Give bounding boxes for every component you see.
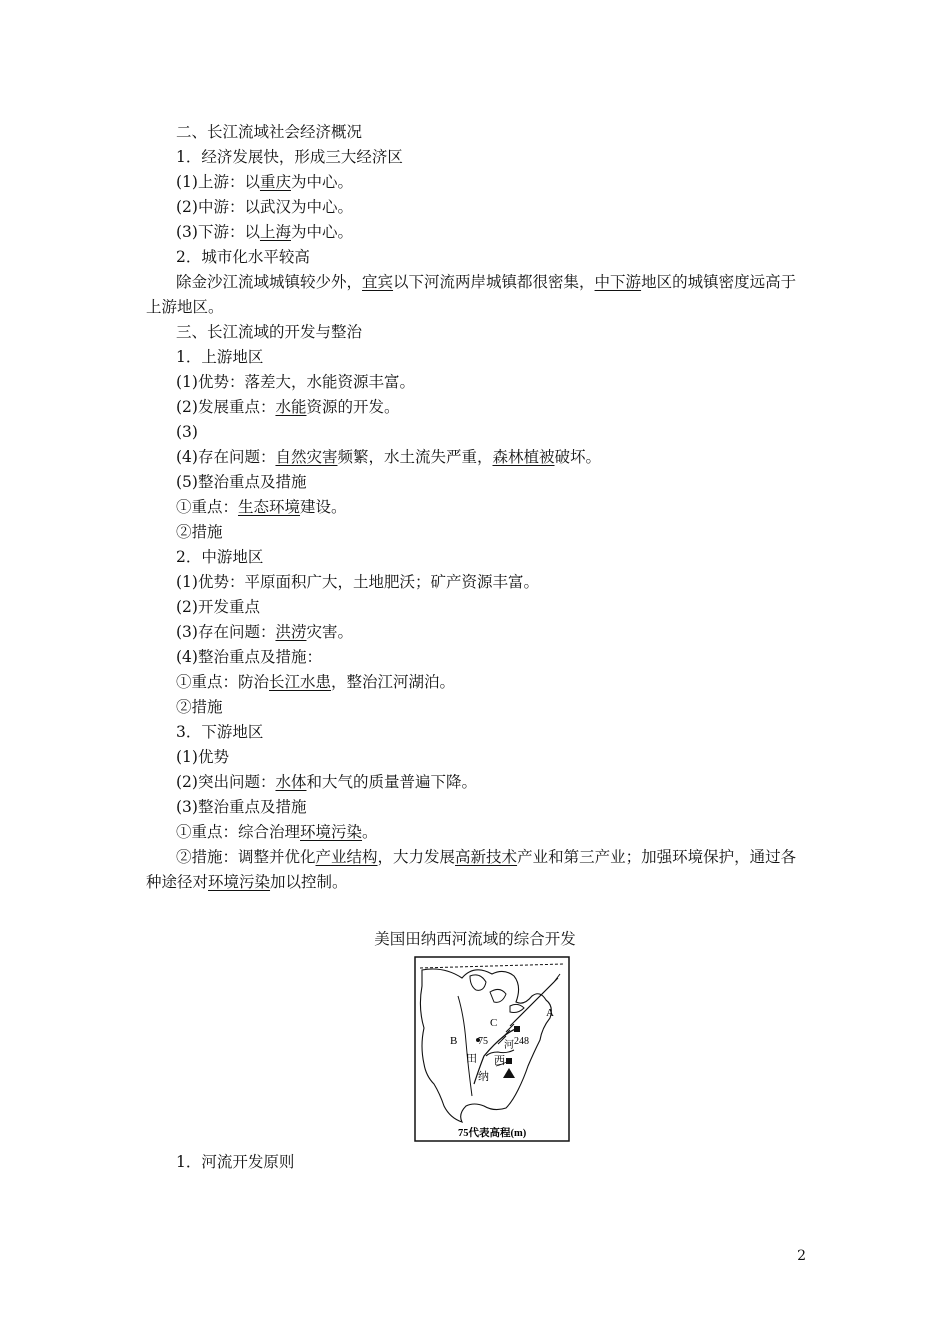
text-segment: (2)开发重点 bbox=[176, 598, 260, 616]
dam-marker bbox=[506, 1058, 512, 1064]
label-c: C bbox=[490, 1017, 498, 1029]
underlined-term: 上海 bbox=[259, 223, 291, 241]
text-line bbox=[176, 120, 362, 145]
text-segment: 产业和第三产业；加强环境保护，通过各种途径对 bbox=[146, 848, 797, 891]
text-segment: 地区的城镇密度远高于上游地区。 bbox=[146, 273, 797, 316]
underlined-term: 水能 bbox=[275, 398, 307, 416]
text-segment: 2．中游地区 bbox=[176, 548, 264, 566]
text-line bbox=[176, 145, 403, 170]
text-line bbox=[176, 470, 306, 495]
text-line bbox=[176, 520, 223, 545]
text-segment: 2．城市化水平较高 bbox=[176, 248, 310, 266]
text-segment: (2)中游：以武汉为中心。 bbox=[176, 198, 353, 216]
text-line bbox=[176, 420, 198, 445]
text-segment: (5)整治重点及措施 bbox=[176, 473, 307, 491]
text-segment: 二、长江流域社会经济概况 bbox=[176, 123, 363, 141]
river-label-na: 纳 bbox=[478, 1071, 489, 1083]
text-segment: 3．下游地区 bbox=[176, 723, 264, 741]
text-line bbox=[176, 595, 260, 620]
text-segment: (1)优势 bbox=[176, 748, 229, 766]
text-segment: 灾害。 bbox=[306, 623, 353, 641]
river-label-he: 河 bbox=[504, 1040, 514, 1051]
underlined-term: 生态环境 bbox=[238, 498, 301, 516]
underlined-term: 中下游 bbox=[594, 273, 642, 291]
text-segment: ①重点：综合治理 bbox=[176, 823, 301, 841]
text-segment: (4)整治重点及措施： bbox=[176, 648, 322, 666]
text-segment: 为中心。 bbox=[290, 223, 353, 241]
text-line bbox=[176, 545, 263, 570]
map-legend: 75代表高程(m) bbox=[458, 1128, 527, 1139]
underlined-term: 自然灾害 bbox=[275, 448, 338, 466]
text-segment: 1．经济发展快，形成三大经济区 bbox=[176, 148, 403, 166]
text-segment: 频繁，水土流失严重， bbox=[337, 448, 493, 466]
text-segment: (1)优势：落差大，水能资源丰富。 bbox=[176, 373, 415, 391]
text-line bbox=[176, 820, 378, 845]
text-line bbox=[176, 720, 263, 745]
text-segment: ，整治江河湖泊。 bbox=[331, 673, 456, 691]
underlined-term: 水体 bbox=[275, 773, 307, 791]
text-segment: 加以控制。 bbox=[270, 873, 348, 891]
river-label-tian: 田 bbox=[466, 1053, 477, 1065]
text-segment: (1)上游：以 bbox=[176, 173, 260, 191]
underlined-term: 森林植被 bbox=[492, 448, 555, 466]
underlined-term: 产业结构 bbox=[315, 848, 378, 866]
text-segment: 建设。 bbox=[300, 498, 347, 516]
text-line bbox=[176, 320, 362, 345]
text-segment: (2)突出问题： bbox=[176, 773, 276, 791]
text-line bbox=[176, 245, 310, 270]
underlined-term: 环境污染 bbox=[300, 823, 363, 841]
text-segment: 除金沙江流域城镇较少外， bbox=[176, 273, 363, 291]
text-line bbox=[176, 195, 353, 220]
text-line bbox=[176, 495, 347, 520]
text-line bbox=[176, 645, 322, 670]
text-segment: (4)存在问题： bbox=[176, 448, 276, 466]
underlined-term: 环境污染 bbox=[208, 873, 271, 891]
label-a: A bbox=[546, 1007, 554, 1019]
text-line bbox=[176, 445, 601, 470]
paragraph bbox=[146, 845, 806, 895]
text-segment: 1．上游地区 bbox=[176, 348, 264, 366]
text-segment: 以下河流两岸城镇都很密集， bbox=[393, 273, 595, 291]
underlined-term: 宜宾 bbox=[362, 273, 394, 291]
text-segment: 为中心。 bbox=[290, 173, 353, 191]
text-segment: (3)下游：以 bbox=[176, 223, 260, 241]
text-segment: 三、长江流域的开发与整治 bbox=[176, 323, 363, 341]
page-number: 2 bbox=[797, 1248, 806, 1264]
text-segment: ②措施：调整并优化 bbox=[176, 848, 316, 866]
text-segment: ①重点： bbox=[176, 498, 239, 516]
figure-caption: 美国田纳西河流域的综合开发 bbox=[374, 930, 576, 948]
text-segment: (1)优势：平原面积广大，土地肥沃；矿产资源丰富。 bbox=[176, 573, 539, 591]
elevation-75: 75 bbox=[478, 1036, 488, 1047]
text-segment: ②措施 bbox=[176, 523, 223, 541]
label-b: B bbox=[450, 1035, 458, 1047]
text-line bbox=[176, 370, 415, 395]
text-line bbox=[176, 695, 223, 720]
paragraph bbox=[146, 270, 806, 320]
text-segment: (3)整治重点及措施 bbox=[176, 798, 307, 816]
elevation-248: 248 bbox=[514, 1036, 529, 1047]
underlined-term: 洪涝 bbox=[275, 623, 307, 641]
text-segment: (3)存在问题： bbox=[176, 623, 276, 641]
text-segment: ①重点：防治 bbox=[176, 673, 270, 691]
text-segment: (3) bbox=[176, 423, 198, 441]
text-segment: 破坏。 bbox=[554, 448, 602, 466]
text-line bbox=[176, 670, 455, 695]
underlined-term: 重庆 bbox=[259, 173, 291, 191]
text-line bbox=[176, 345, 263, 370]
text-line bbox=[176, 770, 477, 795]
text-line bbox=[176, 570, 539, 595]
text-segment: (2)发展重点： bbox=[176, 398, 276, 416]
text-segment: ，大力发展 bbox=[377, 848, 456, 866]
section-heading-principles: 1．河流开发原则 bbox=[176, 1153, 295, 1171]
tennessee-river-basin-map bbox=[414, 956, 570, 1142]
underlined-term: 长江水患 bbox=[269, 673, 332, 691]
text-segment: 。 bbox=[362, 823, 378, 841]
text-segment: 资源的开发。 bbox=[306, 398, 400, 416]
text-line bbox=[176, 220, 353, 245]
text-line bbox=[176, 395, 400, 420]
text-segment: ②措施 bbox=[176, 698, 223, 716]
text-line bbox=[176, 795, 306, 820]
text-segment: 和大气的质量普遍下降。 bbox=[306, 773, 477, 791]
text-line bbox=[176, 620, 353, 645]
text-line bbox=[176, 170, 353, 195]
dam-marker bbox=[514, 1026, 520, 1032]
text-line bbox=[176, 745, 229, 770]
river-label-xi: 西 bbox=[494, 1055, 505, 1067]
underlined-term: 高新技术 bbox=[455, 848, 518, 866]
